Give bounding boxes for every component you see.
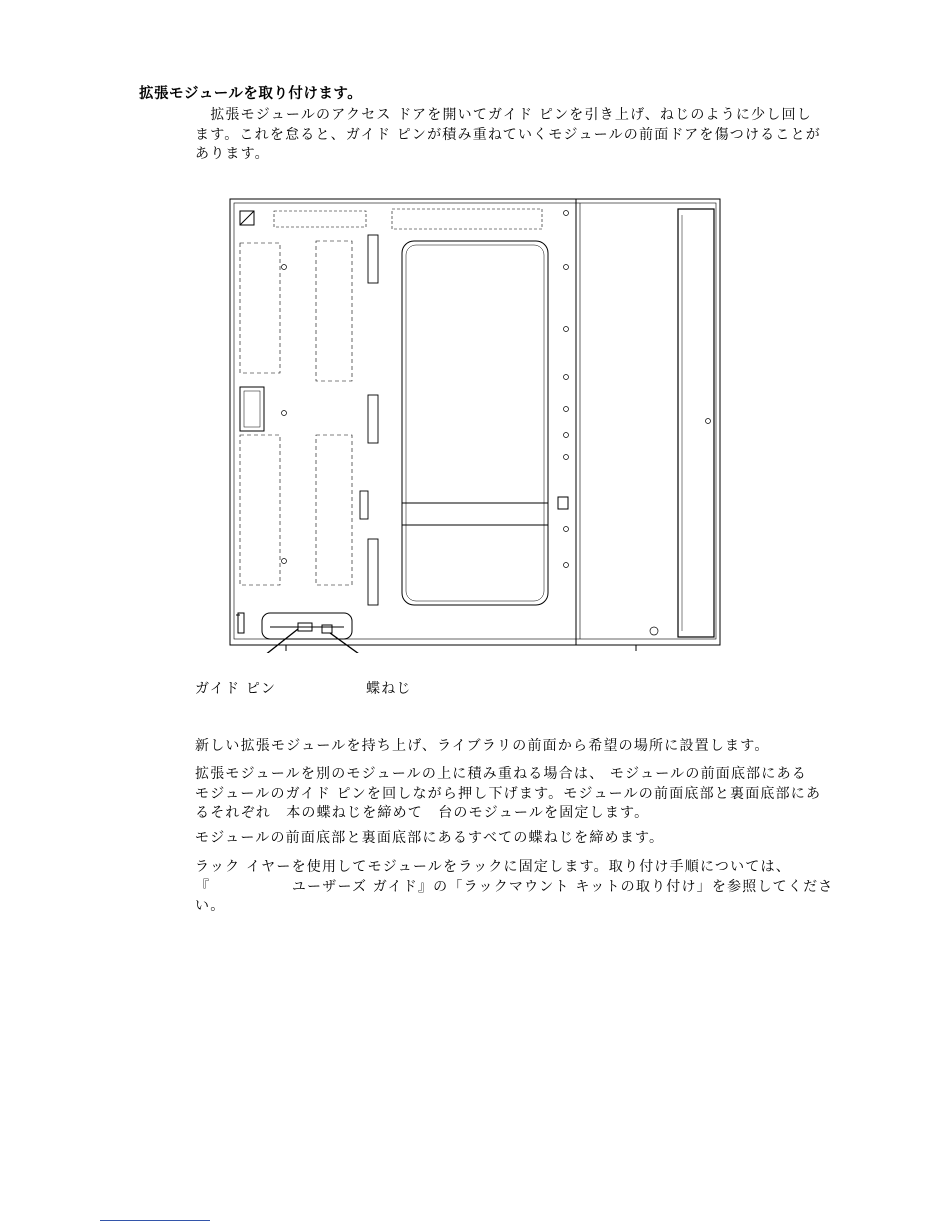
step-line: 『 ユーザーズ ガイド』の「ラックマウント キットの取り付け」を参照してくださ: [195, 878, 834, 895]
step-1: [195, 737, 835, 757]
section-heading: 拡張モジュールを取り付けます。: [139, 86, 363, 102]
intro-line: 拡張モジュールのアクセス ドアを開いてガイド ピンを引き上げ、ねじのように少し回し: [195, 107, 812, 123]
footnote-separator: [100, 1220, 210, 1221]
intro-line: あります。: [195, 146, 270, 162]
step-line: モジュールの前面底部と裏面底部にあるすべての蝶ねじを締めます。: [195, 830, 665, 846]
step-3: [195, 829, 835, 849]
intro-paragraph: [195, 106, 835, 165]
expansion-module-illustration: [226, 195, 726, 653]
step-2: [195, 765, 835, 824]
step-line: モジュールのガイド ピンを回しながら押し下げます。モジュールの前面底部と裏面底部にあ: [195, 785, 822, 802]
thumbscrew-callout: 蝶ねじ: [366, 681, 412, 697]
step-line: 拡張モジュールを別のモジュールの上に積み重ねる場合は、 モジュールの前面底部にある: [195, 766, 807, 782]
step-line: 新しい拡張モジュールを持ち上げ、ライブラリの前面から希望の場所に設置します。: [195, 738, 770, 754]
step-line: るそれぞれ 本の蝶ねじを締めて 台のモジュールを固定します。: [195, 805, 650, 821]
guide-pin-callout: ガイド ピン: [195, 681, 277, 697]
intro-line: ます。これを怠ると、ガイド ピンが積み重ねていくモジュールの前面ドアを傷つけることが: [195, 126, 821, 143]
step-line: ラック イヤーを使用してモジュールをラックに固定します。取り付け手順については、: [195, 859, 791, 875]
step-line: い。: [195, 898, 226, 914]
step-4: [195, 858, 835, 917]
